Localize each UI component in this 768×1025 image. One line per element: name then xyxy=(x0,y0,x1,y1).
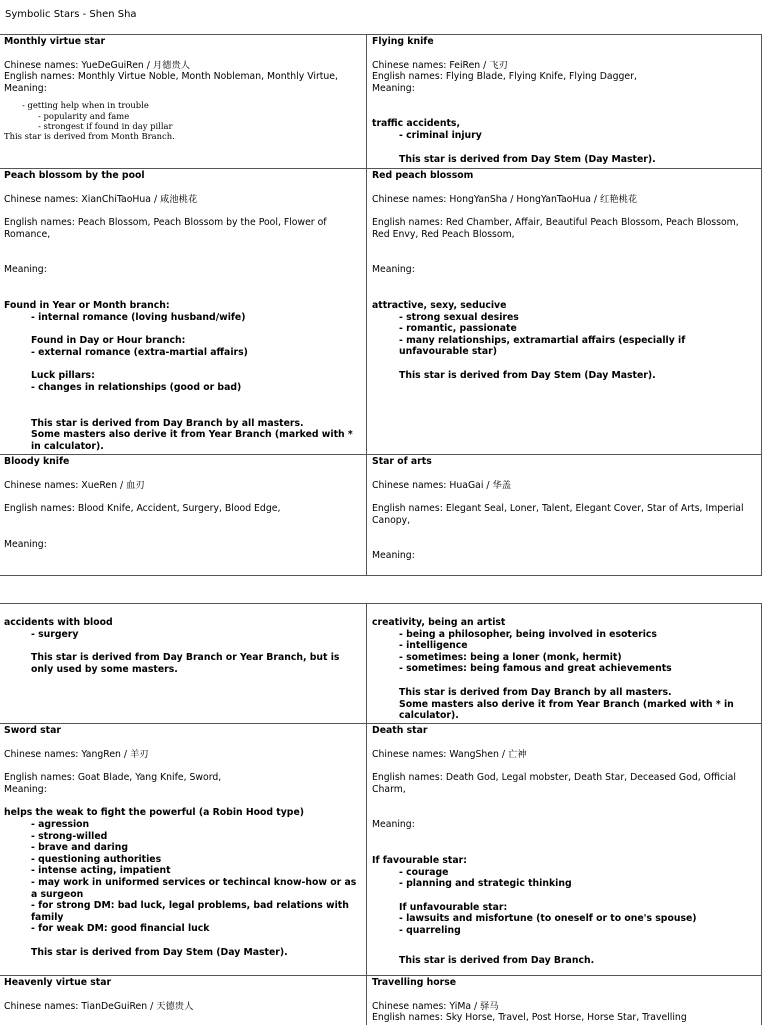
derived-note: This star is derived from Day Stem (Day Master). xyxy=(399,369,656,381)
cell-travelling-horse xyxy=(366,976,762,1025)
list-item: - changes in relationships (good or bad) xyxy=(31,381,242,393)
list-item: - many relationships, extramartial affairs (especially if unfavourable star) xyxy=(399,334,686,358)
star-title: Bloody knife xyxy=(4,456,70,467)
cell-monthly-virtue-star xyxy=(0,35,366,168)
list-item: - intelligence xyxy=(399,640,468,652)
english-names: English names: Sky Horse, Travel, Post Horse, Horse Star, Travelling xyxy=(372,1012,687,1024)
list-item: - external romance (extra-martial affairs) xyxy=(31,346,248,358)
list-item: - internal romance (loving husband/wife) xyxy=(31,311,246,323)
meaning-head: Luck pillars: xyxy=(31,370,95,382)
chinese-names: Chinese names: WangShen / 亡神 xyxy=(372,748,527,760)
star-title: Flying knife xyxy=(372,36,434,47)
list-item: - questioning authorities xyxy=(31,853,162,865)
chinese-names: Chinese names: HongYanSha / HongYanTaoHua / 红艳桃花 xyxy=(372,193,638,205)
chinese-names: Chinese names: FeiRen / 飞刃 xyxy=(372,59,508,71)
cell-sword-star xyxy=(0,724,366,975)
table-row xyxy=(0,724,762,976)
meaning-label: Meaning: xyxy=(372,819,415,831)
meaning-label: Meaning: xyxy=(372,82,415,94)
english-names: English names: Red Chamber, Affair, Beautiful Peach Blossom, Peach Blossom, Red Envy, Red Peach Blossom, xyxy=(372,217,739,240)
star-title: Peach blossom by the pool xyxy=(4,170,145,181)
english-names: English names: Monthly Virtue Noble, Month Nobleman, Monthly Virtue, xyxy=(4,71,338,83)
cell-flying-knife xyxy=(366,35,762,168)
list-item: - lawsuits and misfortune (to oneself or to one's spouse) xyxy=(399,913,697,925)
derived-note: This star is derived from Day Branch or Year Branch, but is only used by some masters. xyxy=(31,652,340,675)
list-item: - getting help when in trouble xyxy=(22,100,149,111)
meaning-head: accidents with blood xyxy=(4,617,113,628)
list-item: - may work in uniformed services or techincal know-how or as a surgeon xyxy=(31,876,357,900)
list-item: - sometimes: being a loner (monk, hermit) xyxy=(399,651,622,663)
list-item: - intense acting, impatient xyxy=(31,865,171,877)
list-item: - planning and strategic thinking xyxy=(399,878,572,890)
stars-table-2 xyxy=(0,603,762,1025)
list-item: - for weak DM: good financial luck xyxy=(31,923,210,935)
list-item: - being a philosopher, being involved in esoterics xyxy=(399,628,657,640)
chinese-names: Chinese names: XueRen / 血刃 xyxy=(4,479,145,491)
meaning-list xyxy=(4,100,363,141)
meaning-label: Meaning: xyxy=(372,550,415,562)
list-item: - agression xyxy=(31,818,90,830)
list-item: - surgery xyxy=(31,628,79,640)
page-title: Symbolic Stars - Shen Sha xyxy=(5,9,137,20)
english-names: English names: Goat Blade, Yang Knife, Sword, xyxy=(4,772,222,784)
list-item: - for strong DM: bad luck, legal problems, bad relations with family xyxy=(31,900,349,923)
list-item: - popularity and fame xyxy=(38,110,130,121)
table-row xyxy=(0,169,762,455)
derived-note: This star is derived from Day Branch. xyxy=(399,954,595,966)
list-item: - strongest if found in day pillar xyxy=(38,120,173,131)
english-names: English names: Blood Knife, Accident, Surgery, Blood Edge, xyxy=(4,503,281,515)
table-row xyxy=(0,35,762,169)
list-item: - sometimes: being famous and great achievements xyxy=(399,663,672,675)
english-names: English names: Elegant Seal, Loner, Talent, Elegant Cover, Star of Arts, Imperial Canopy, xyxy=(372,503,744,526)
chinese-names: Chinese names: YueDeGuiRen / 月德贵人 xyxy=(4,59,191,71)
cell-death-star xyxy=(366,724,762,975)
derived-note: This star is derived from Month Branch. xyxy=(4,130,175,141)
meaning-head: If favourable star: xyxy=(372,854,467,866)
cell-star-of-arts xyxy=(366,455,762,575)
cell-bloody-knife-continued xyxy=(0,604,366,723)
meaning-label: Meaning: xyxy=(4,783,47,795)
list-item: - romantic, passionate xyxy=(399,323,517,335)
table-row xyxy=(0,976,762,1025)
derived-note: This star is derived from Day Stem (Day Master). xyxy=(399,153,656,165)
chinese-names: Chinese names: YiMa / 驿马 xyxy=(372,1000,499,1012)
meaning-label: Meaning: xyxy=(4,538,47,550)
meaning-head: attractive, sexy, seducive xyxy=(372,299,507,311)
meaning-label: Meaning: xyxy=(372,264,415,276)
cell-red-peach-blossom xyxy=(366,169,762,454)
list-item: - brave and daring xyxy=(31,842,128,854)
derived-note: This star is derived from Day Branch by all masters. xyxy=(399,686,672,698)
list-item: - strong sexual desires xyxy=(399,311,519,323)
derived-note: This star is derived from Day Branch by all masters. xyxy=(31,417,304,429)
english-names: English names: Death God, Legal mobster, Death Star, Deceased God, Official Charm, xyxy=(372,772,736,795)
star-title: Death star xyxy=(372,725,428,736)
meaning-head: traffic accidents, xyxy=(372,118,460,130)
list-item: - criminal injury xyxy=(399,129,482,141)
chinese-names: Chinese names: HuaGai / 华盖 xyxy=(372,479,512,491)
star-title: Red peach blossom xyxy=(372,170,474,181)
star-title: Star of arts xyxy=(372,456,432,467)
derived-note: Some masters also derive it from Year Branch (marked with * in calculator). xyxy=(399,698,734,722)
chinese-names: Chinese names: YangRen / 羊刃 xyxy=(4,748,149,760)
table-row xyxy=(0,455,762,575)
list-item: - quarreling xyxy=(399,924,461,936)
chinese-names: Chinese names: XianChiTaoHua / 咸池桃花 xyxy=(4,193,198,205)
meaning-label: Meaning: xyxy=(4,82,47,94)
star-title: Travelling horse xyxy=(372,977,457,988)
star-title: Heavenly virtue star xyxy=(4,977,112,988)
meaning-label: Meaning: xyxy=(4,264,47,276)
cell-peach-blossom-by-the-pool xyxy=(0,169,366,454)
meaning-head: creativity, being an artist xyxy=(372,617,506,628)
star-title: Monthly virtue star xyxy=(4,36,106,47)
english-names: English names: Peach Blossom, Peach Blossom by the Pool, Flower of Romance, xyxy=(4,217,327,240)
english-names: English names: Flying Blade, Flying Knife, Flying Dagger, xyxy=(372,71,637,83)
chinese-names: Chinese names: TianDeGuiRen / 天德贵人 xyxy=(4,1000,194,1012)
derived-note: This star is derived from Day Stem (Day Master). xyxy=(31,946,288,958)
meaning-head: Found in Year or Month branch: xyxy=(4,299,170,311)
stars-table-1 xyxy=(0,34,762,576)
cell-star-of-arts-continued xyxy=(366,604,762,723)
cell-heavenly-virtue-star xyxy=(0,976,366,1025)
table-row xyxy=(0,604,762,724)
meaning-head: Found in Day or Hour branch: xyxy=(31,335,186,347)
meaning-head: helps the weak to fight the powerful (a Robin Hood type) xyxy=(4,807,305,819)
meaning-head: If unfavourable star: xyxy=(399,901,508,913)
list-item: - strong-willed xyxy=(31,830,108,842)
cell-bloody-knife xyxy=(0,455,366,575)
list-item: - courage xyxy=(399,866,449,878)
star-title: Sword star xyxy=(4,725,61,736)
derived-note: Some masters also derive it from Year Branch (marked with * in calculator). xyxy=(31,429,353,452)
